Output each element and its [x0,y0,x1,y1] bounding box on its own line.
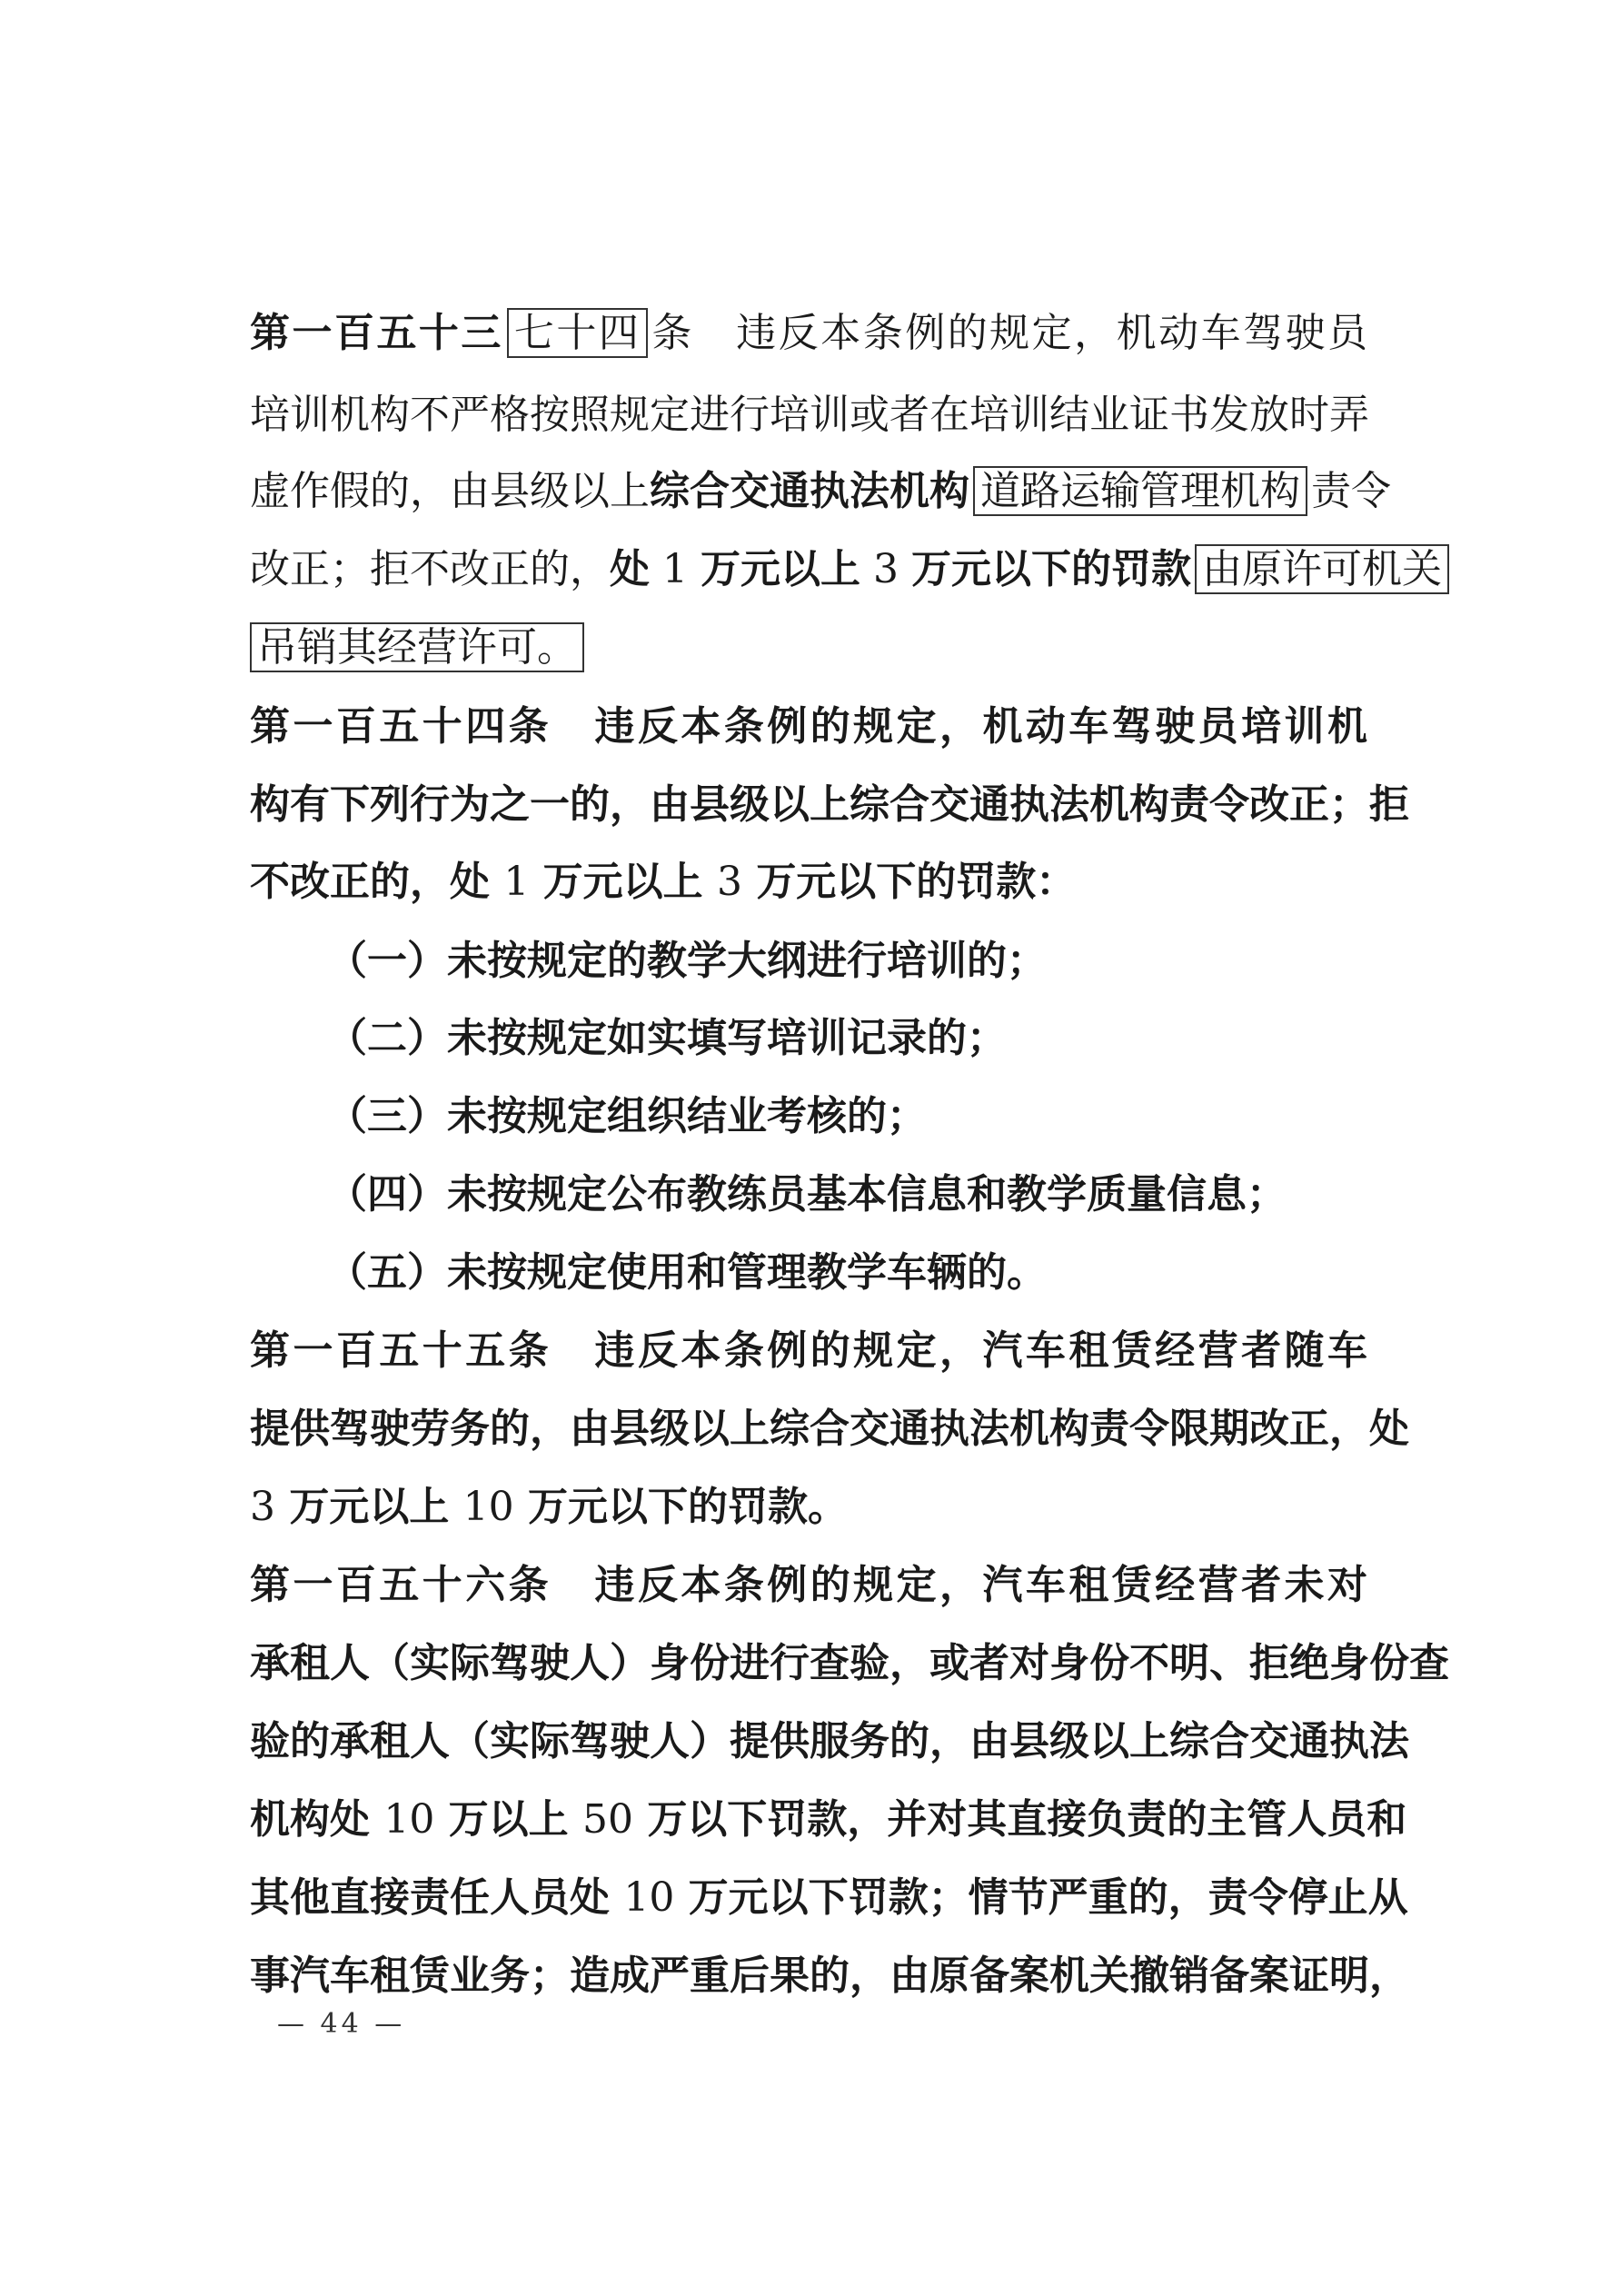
art154-line-1: 第一百五十四条 违反本条例的规定，机动车驾驶员培训机 [250,703,1367,750]
art153-l3-boxed: 道路运输管理机构 [973,466,1307,516]
art156-l4-n2: 50 [581,1796,633,1843]
art155-l3-n2: 10 [462,1484,514,1530]
art153-line-5 [250,621,1367,675]
page-number: — 44 — [277,2008,406,2040]
art153-old-number-boxed: 七十四 [507,308,648,358]
art154-item: （一）未按规定的教学大纲进行培训的； [327,938,1047,984]
art153-text-1: 违反本条例的规定，机动车驾驶员 [693,310,1368,356]
art155-line-1: 第一百五十五条 违反本条例的规定，汽车租赁经营者随车 [250,1327,1367,1374]
art155-line-3 [250,1480,1367,1535]
art154-item: （二）未按规定如实填写培训记录的； [327,1015,1007,1061]
art153-line-1 [250,306,1367,361]
art153-l3-post: 责令 [1311,468,1391,514]
art154-item: （五）未按规定使用和管理教学车辆的。 [327,1249,1047,1296]
art153-l4-boxed: 由原许可机关 [1195,544,1449,594]
art153-line-3 [250,464,1391,519]
art154-line-2: 构有下列行为之一的，由县级以上综合交通执法机构责令改正；拒 [250,781,1409,828]
art153-l4-pre: 改正；拒不改正的， [250,546,610,592]
art153-l4-b1: 处 [610,546,650,592]
art156-l4-n1: 10 [383,1796,435,1843]
art156-line-6: 事汽车租赁业务；造成严重后果的，由原备案机关撤销备案证明， [250,1953,1409,1999]
art154-l3-n2: 3 [716,859,742,905]
art156-l4-b3: 万以下罚款，并对其直接负责的主管人员和 [647,1796,1407,1843]
art153-l4-n1: 1 [662,546,688,592]
art156-line-1: 第一百五十六条 违反本条例的规定，汽车租赁经营者未对 [250,1562,1367,1608]
art156-l5-b2: 万元以下罚款；情节严重的，责令停止从 [688,1874,1408,1921]
art153-l3-pre: 虚作假的，由县级以上 [250,468,650,514]
art156-line-3: 验的承租人（实际驾驶人）提供服务的，由县级以上综合交通执法 [250,1718,1409,1764]
art154-l3-b1: 万元以上 [542,859,703,905]
art153-l4-b2: 万元以上 [701,546,860,592]
art156-line-4 [250,1793,1407,1847]
art154-l3-n1: 1 [503,859,530,905]
art156-l4-b2: 万以上 [448,1796,569,1843]
art153-line-2: 培训机构不严格按照规定进行培训或者在培训结业证书发放时弄 [250,392,1369,438]
art153-line-4 [250,542,1442,597]
art153-tiao: 条 [651,310,694,356]
art153-number: 第一百五十三 [250,310,503,356]
art155-l3-b1: 万元以上 [289,1484,450,1530]
art154-line-3 [250,855,1367,909]
art153-l5-boxed: 吊销其经营许可。 [250,622,584,672]
art154-item: （三）未按规定组织结业考核的； [327,1093,927,1139]
art153-l4-b3: 万元以下的罚款 [911,546,1191,592]
art156-line-2: 承租人（实际驾驶人）身份进行查验，或者对身份不明、拒绝身份查 [250,1640,1449,1686]
art154-l3-b2: 万元以下的罚款： [756,859,1077,905]
art155-line-2: 提供驾驶劳务的，由县级以上综合交通执法机构责令限期改正，处 [250,1406,1409,1452]
art155-l3-b2: 万元以下的罚款。 [527,1484,848,1530]
art153-l4-n2: 3 [873,546,899,592]
art154-item: （四）未按规定公布教练员基本信息和教学质量信息； [327,1171,1287,1218]
art156-l5-b1: 其他直接责任人员处 [250,1874,610,1921]
art156-l5-n1: 10 [623,1874,675,1921]
art156-l4-b1: 机构处 [250,1796,370,1843]
art153-l3-bold: 综合交通执法机构 [650,468,969,514]
art154-l3-pre: 不改正的，处 [250,859,490,905]
art155-l3-n1: 3 [250,1484,275,1530]
art156-line-5 [250,1871,1408,1925]
